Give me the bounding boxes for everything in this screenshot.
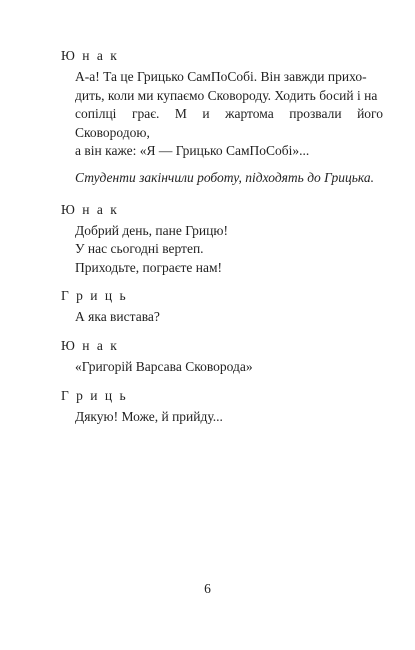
- speaker-name: Г р и ц ь: [61, 288, 128, 304]
- dialogue-block: [61, 200, 383, 278]
- speech-text: [61, 358, 383, 377]
- speech-line: А яка вистава?: [75, 309, 160, 325]
- speech-text: [61, 308, 383, 327]
- speaker-name: Г р и ц ь: [61, 387, 128, 403]
- dialogue-block: [61, 286, 383, 327]
- page-number: 6: [204, 581, 211, 596]
- speech-text: [61, 68, 383, 161]
- speech-text: [61, 408, 383, 427]
- speaker-name: Ю н а к: [61, 337, 119, 353]
- speech-line: Дякую! Може, й прийду...: [75, 408, 223, 424]
- dialogue-block: [61, 386, 383, 427]
- speech-line: А-а! Та це Грицько СамПоСобі. Він завжди прихо-: [75, 69, 367, 84]
- speech-line: У нас сьогодні вертеп.: [75, 241, 204, 257]
- dialogue-block: [61, 46, 383, 161]
- speech-line: Добрий день, пане Грицю!: [75, 222, 228, 238]
- speaker-name: Ю н а к: [61, 201, 119, 217]
- speech-line: сопілці грає. М и жартома прозвали його Сковородою,: [75, 106, 383, 140]
- speech-line: а він каже: «Я — Грицько СамПоСобі»...: [75, 143, 310, 159]
- speech-line: Приходьте, пограєте нам!: [75, 259, 223, 275]
- speech-line: «Григорій Варсава Сковорода»: [75, 358, 253, 374]
- stage-direction: Студенти закінчили роботу, підходять до Грицька.: [75, 169, 374, 185]
- dialogue-block: [61, 336, 383, 377]
- speech-text: [61, 222, 383, 278]
- speaker-name: Ю н а к: [61, 48, 119, 63]
- speech-line: дить, коли ми купаємо Сковороду. Ходить босий і на: [75, 87, 378, 103]
